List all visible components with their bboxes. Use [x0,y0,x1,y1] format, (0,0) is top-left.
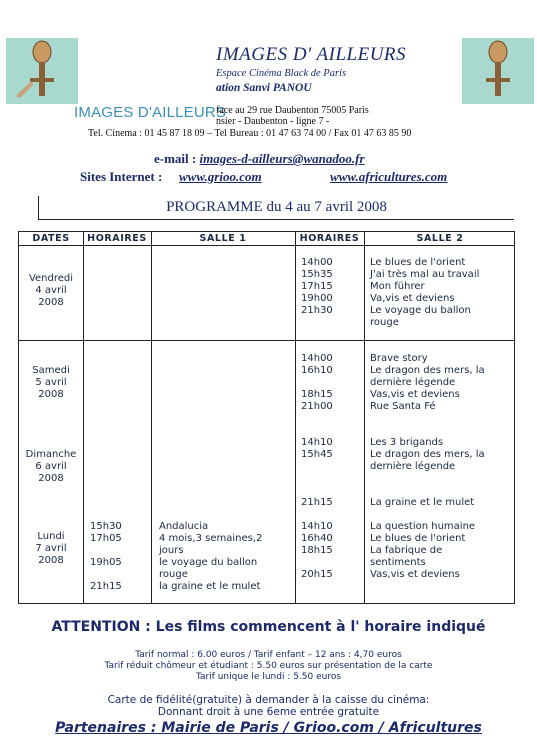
page-title: IMAGES D' AILLEURS [216,44,407,65]
film-cell: Les 3 brigands [370,437,444,448]
header-dates: DATES [32,233,70,244]
site-link-africultures[interactable]: www.africultures.com [330,169,448,184]
statue-icon [6,38,78,104]
tarif-line-3: Tarif unique le lundi : 5.50 euros [195,672,342,682]
time-cell: 18h15 [301,545,333,556]
header-horaires-1: HORAIRES [87,233,147,244]
film-cell: Le blues de l'orient [370,257,466,268]
film-cell: la graine et le mulet [159,581,261,592]
statue-icon [462,38,534,104]
film-cell: J'ai très mal au travail [370,269,480,280]
film-cell: Brave story [370,353,428,364]
time-cell: 21h00 [301,401,333,412]
film-cell: Le blues de l'orient [370,533,466,544]
time-cell: 18h15 [301,389,333,400]
time-cell: 15h45 [301,449,333,460]
tarif-line-1: Tarif normal : 6.00 euros / Tarif enfant – 12 ans : 4,70 euros [135,650,402,660]
day-vendredi: Vendredi 4 avril 2008 [28,273,74,308]
brand-logo-text: IMAGES D'AILLEURS [74,104,227,121]
email-label: e-mail : [154,151,197,166]
film-cell: Le dragon des mers, la [370,449,485,460]
programme-box [38,196,514,220]
sites-label: Sites Internet : [80,169,163,184]
film-cell: La fabrique de [370,545,443,556]
film-cell: dernière légende [370,461,456,472]
association-name: ation Sanvi PANOU [216,82,312,94]
subtitle: Espace Cinéma Black de Paris [216,68,347,79]
time-cell: 21h15 [90,581,122,592]
programme-title: PROGRAMME du 4 au 7 avril 2008 [166,199,387,215]
column-divider [83,232,84,603]
column-divider [364,232,365,603]
film-cell: dernière légende [370,377,456,388]
partners-line[interactable]: Partenaires : Mairie de Paris / Grioo.com / Africultures [55,720,482,736]
day-samedi: Samedi 5 avril 2008 [32,365,70,400]
tarif-line-2: Tarif réduit chômeur et étudiant : 5.50 euros sur présentation de la carte [104,661,433,671]
film-cell: Rue Santa Fé [370,401,436,412]
film-cell: Mon führer [370,281,425,292]
time-cell: 19h00 [301,293,333,304]
film-cell: Vas,vis et deviens [370,389,460,400]
attention-notice: ATTENTION : Les films commencent à l' horaire indiqué [51,619,486,635]
header-salle-1: SALLE 1 [199,233,247,244]
time-cell: 19h05 [90,557,122,568]
statue-logo-left [6,38,78,104]
film-cell: jours [159,545,184,556]
film-cell: rouge [370,317,399,328]
time-cell: 14h00 [301,257,333,268]
film-cell: rouge [159,569,188,580]
time-cell: 17h15 [301,281,333,292]
address-line-2: nsier - Daubenton - ligne 7 - [216,116,330,127]
time-cell: 20h15 [301,569,333,580]
address-line-1: face au 29 rue Daubenton 75005 Paris [216,105,369,116]
film-cell: 4 mois,3 semaines,2 [159,533,263,544]
email-line [154,151,365,167]
time-cell: 21h15 [301,497,333,508]
time-cell: 21h30 [301,305,333,316]
header-divider [19,245,514,246]
time-cell: 14h00 [301,353,333,364]
site-link-grioo[interactable]: www.grioo.com [179,169,262,184]
film-cell: Le dragon des mers, la [370,365,485,376]
film-cell: Vas,vis et deviens [370,569,460,580]
film-cell: Le voyage du ballon [370,305,471,316]
header-horaires-2: HORAIRES [299,233,360,244]
film-cell: Va,vis et deviens [370,293,455,304]
film-cell: le voyage du ballon [159,557,258,568]
time-cell: 14h10 [301,521,333,532]
film-cell: Andalucia [159,521,209,532]
film-cell: La graine et le mulet [370,497,475,508]
time-cell: 17h05 [90,533,122,544]
day-dimanche: Dimanche 6 avril 2008 [25,449,77,484]
time-cell: 16h40 [301,533,333,544]
film-cell: sentiments [370,557,426,568]
time-cell: 14h10 [301,437,333,448]
sites-line [80,169,448,185]
statue-logo-right [462,38,534,104]
fidelite-line-1: Carte de fidélité(gratuite) à demander à la caisse du cinéma: [107,694,430,706]
film-cell: La question humaine [370,521,476,532]
email-link[interactable]: images-d-ailleurs@wanadoo.fr [199,151,365,166]
row-divider [19,340,514,341]
fidelite-line-2: Donnant droit à une 6eme entrée gratuite [157,706,380,718]
column-divider [295,232,296,603]
time-cell: 15h30 [90,521,122,532]
day-lundi: Lundi 7 avril 2008 [35,531,67,566]
header-salle-2: SALLE 2 [416,233,464,244]
phone-numbers: Tel. Cinema : 01 45 87 18 09 – Tel Bureau : 01 47 63 74 00 / Fax 01 47 63 85 90 [88,128,412,139]
time-cell: 16h10 [301,365,333,376]
column-divider [151,232,152,603]
schedule-table [18,231,515,604]
time-cell: 15h35 [301,269,333,280]
